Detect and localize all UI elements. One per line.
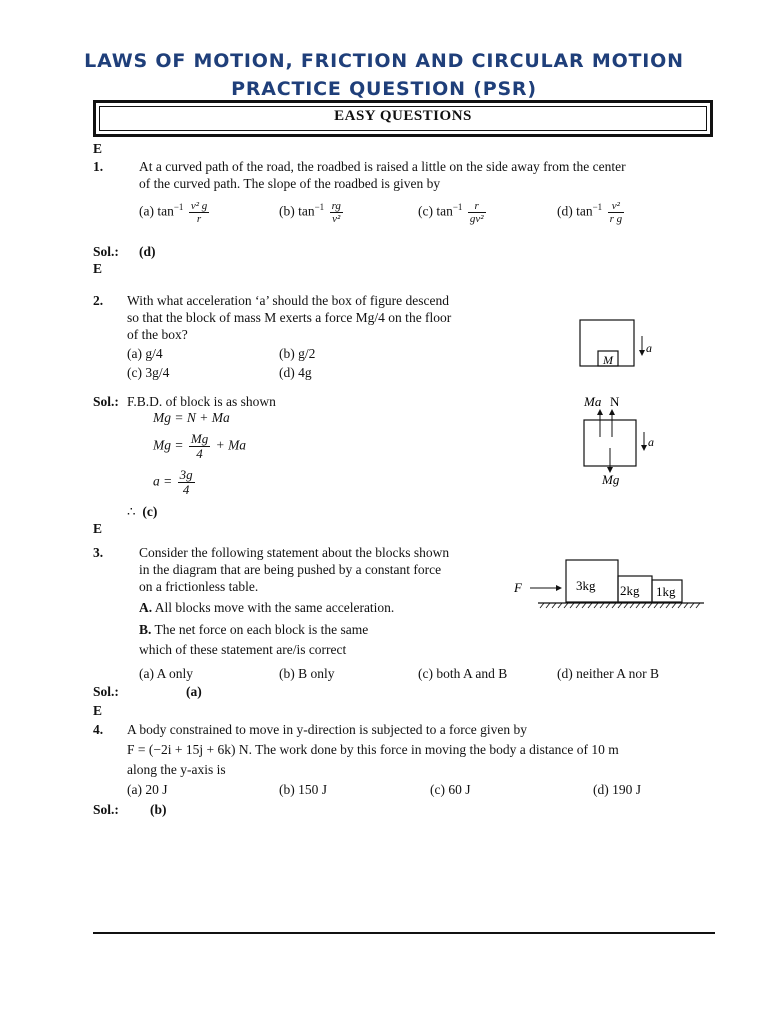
q3-text-line1: Consider the following statement about the blocks shown [139,545,450,560]
q2-sol-answer: ∴ (c) [127,504,158,519]
q2-eq1: Mg = N + Ma [153,410,230,425]
q2-text-line2: so that the block of mass M exerts a force Mg/4 on the floor [127,310,452,325]
q2-eq3: a = $\frac{3g}{4}$ [153,467,193,497]
footer-divider [93,932,715,934]
q4-option-d: (d) 190 J [593,782,641,797]
q2-sol-text: F.B.D. of block is as shown [127,394,276,409]
q3-sol-answer: (a) [186,684,202,699]
q4-option-a: (a) 20 J [127,782,168,797]
q1-sol-answer: (d) [139,244,156,259]
q3-question: which of these statement are/is correct [139,642,347,657]
q2-sol-label: Sol.: [93,394,119,409]
q2-option-c: (c) 3g/4 [127,365,170,380]
fbd-ma-label: Ma [584,394,602,409]
q1-option-a: (a) $\tan^{-1}$ $\frac{\text{v² g}}{r}$ [139,200,208,225]
q2-number: 2. [93,293,104,308]
q1-option-b: (b) $\tan^{-1}$ $\frac{rg}{\text{v²}}$ [279,200,341,225]
q1-sol-label: Sol.: [93,244,119,259]
q3-number: 3. [93,545,104,560]
q3-statement-b: B. The net force on each block is the same [139,622,369,637]
section-heading: EASY QUESTIONS [334,108,472,124]
q3-statement-a: A. All blocks move with the same acceleration. [139,600,395,615]
q2-box-figure [578,316,658,372]
q4-option-c: (c) 60 J [430,782,471,797]
q3-text-line2: in the diagram that are being pushed by a constant force [139,562,442,577]
q3-option-b: (b) B only [279,666,335,681]
q4-option-b: (b) 150 J [279,782,327,797]
q2-text-line3: of the box? [127,327,188,342]
q3-sol-label: Sol.: [93,684,119,699]
q2-fbd-figure [578,392,668,488]
q1-number: 1. [93,159,104,174]
q4-text-line2: F = (−2i + 15j + 6k) N. The work done by this force in moving the body a distance of 10 m [127,742,619,757]
q2-option-a: (a) g/4 [127,346,163,361]
q3-block-1kg: 1kg [656,584,676,599]
q2-eq2: Mg = $\frac{Mg}{4}$ + Ma [153,431,247,461]
q3-option-c: (c) both A and B [418,666,508,681]
q4-number: 4. [93,722,104,737]
q3-blocks-figure [508,558,708,610]
q2-difficulty-tag: E [93,261,103,276]
fbd-acc-label: a [648,435,654,449]
q3-difficulty-tag: E [93,521,103,536]
q4-text-line1: A body constrained to move in y-direction is subjected to a force given by [127,722,528,737]
q3-text-line3: on a frictionless table. [139,579,259,594]
section-banner [93,100,713,137]
q4-difficulty-tag: E [93,703,103,718]
q4-sol-answer: (b) [150,802,167,817]
q3-option-a: (a) A only [139,666,193,681]
q4-text-line3: along the y-axis is [127,762,226,777]
q2-option-b: (b) g/2 [279,346,316,361]
q2-block-label: M [603,353,613,367]
q1-difficulty-tag: E [93,141,103,156]
page-title: LAWS OF MOTION, FRICTION AND CIRCULAR MOTION [84,50,684,72]
fbd-mg-label: Mg [602,472,620,487]
q2-option-d: (d) 4g [279,365,312,380]
q1-text-line1: At a curved path of the road, the roadbed is raised a little on the side away from the center [139,159,626,174]
q3-block-2kg: 2kg [620,583,640,598]
q3-block-3kg: 3kg [576,578,596,593]
q2-acc-label: a [646,341,652,355]
q1-text-line2: of the curved path. The slope of the roadbed is given by [139,176,441,191]
page-subtitle: PRACTICE QUESTION (PSR) [231,78,537,100]
q1-option-d: (d) $\tan^{-1}$ $\frac{\text{v²}}{\text{r g}}$ [557,200,623,225]
q3-force-label: F [514,580,522,595]
q4-sol-label: Sol.: [93,802,119,817]
fbd-n-label: N [610,394,620,409]
q2-text-line1: With what acceleration ‘a’ should the box of figure descend [127,293,449,308]
q1-option-c: (c) $\tan^{-1}$ $\frac{r}{\text{gv²}}$ [418,200,484,225]
q3-option-d: (d) neither A nor B [557,666,659,681]
